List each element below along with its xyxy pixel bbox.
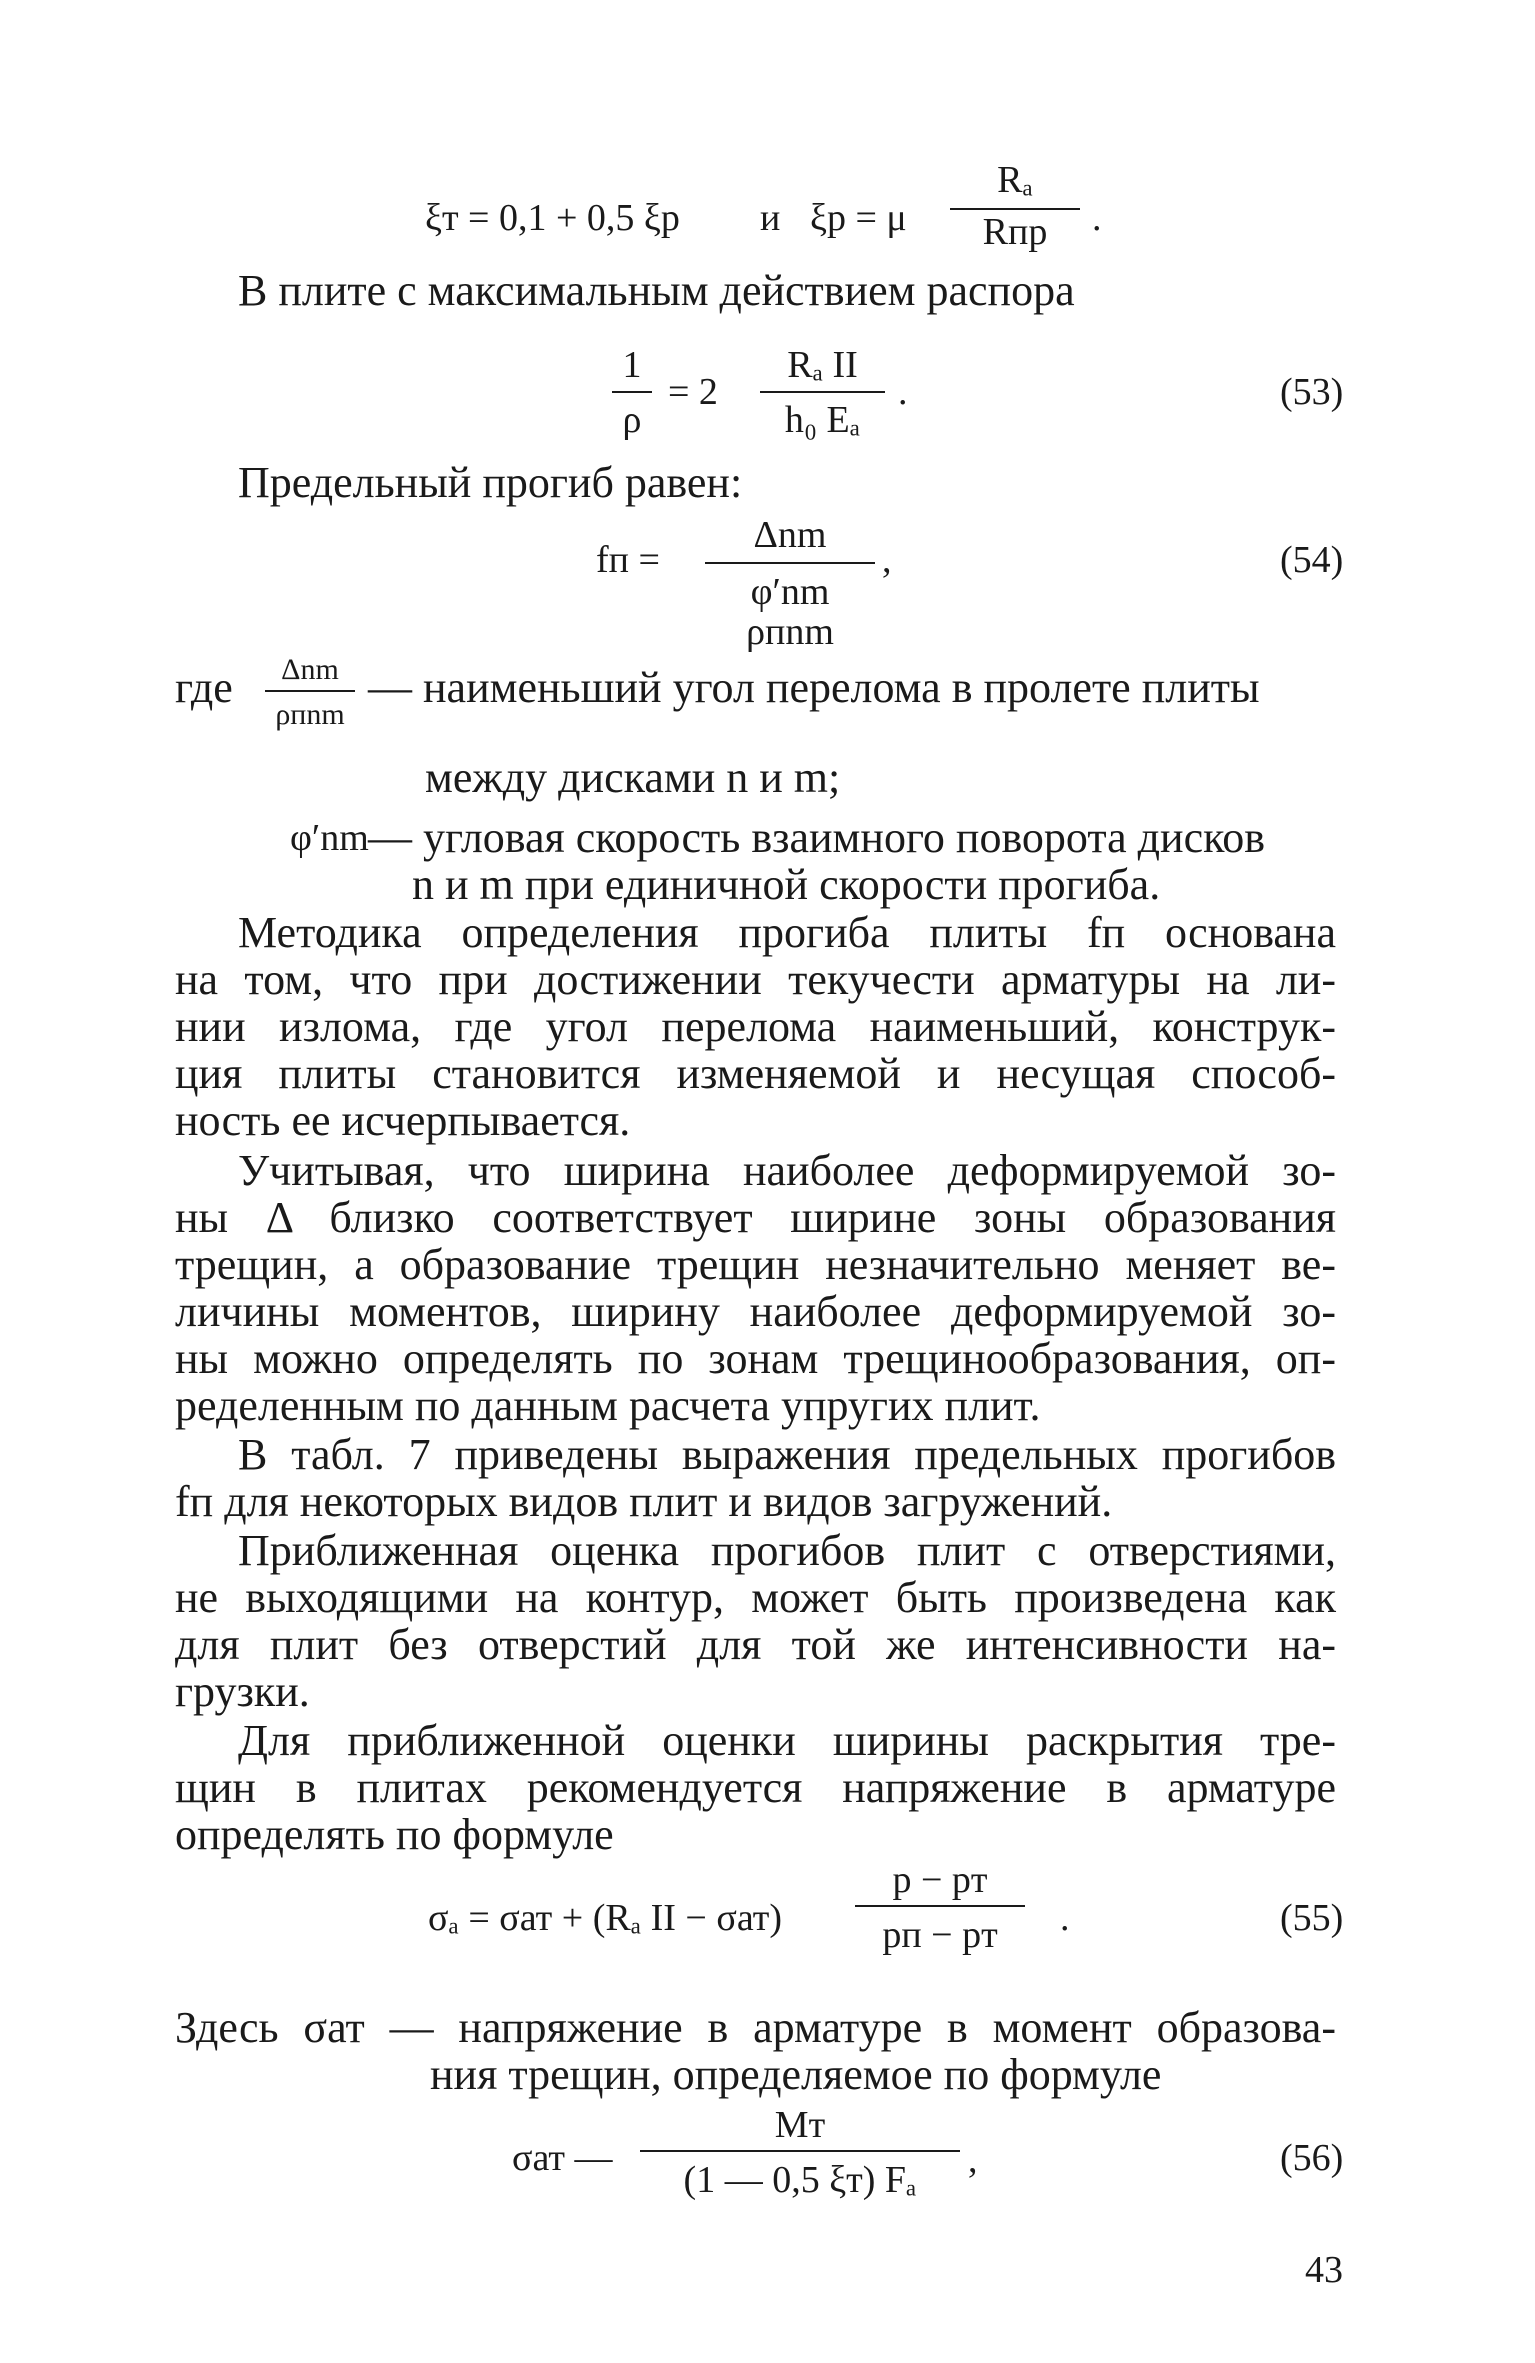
eq54-numerator: Δnm bbox=[753, 514, 827, 556]
page-number: 43 bbox=[1305, 2249, 1343, 2291]
paragraph-width-line-2: ны Δ близко соответствует ширине зоны образования bbox=[175, 1193, 1336, 1242]
eq54-denominator: φ′nm ρпnm bbox=[746, 571, 834, 653]
eq55-lhs: σₐ = σат + (Rₐ II − σат) bbox=[428, 1897, 782, 1939]
eq53-bar-right bbox=[760, 391, 885, 393]
eq55-denominator: pп − pт bbox=[882, 1914, 998, 1956]
eq54-lhs: fп = bbox=[596, 539, 660, 581]
paragraph-table-line-1: В табл. 7 приведены выражения предельных прогибов bbox=[238, 1430, 1336, 1479]
eq56-fraction-bar bbox=[640, 2150, 960, 2152]
eq53-den-left: ρ bbox=[622, 399, 642, 441]
formula-xi-lhs2: ξр = μ bbox=[810, 197, 907, 239]
definition-1-line-2: между дисками n и m; bbox=[425, 753, 841, 802]
definition-2-line-2: n и m при единичной скорости прогиба. bbox=[412, 860, 1161, 909]
definition-2-line-1: — угловая скорость взаимного поворота дисков bbox=[368, 813, 1266, 862]
formula-xi-fraction-bar bbox=[950, 208, 1080, 210]
eq53-den-right: h₀ Eₐ bbox=[784, 399, 861, 441]
paragraph-width-line-4: личины моментов, ширину наиболее деформируемой зо- bbox=[175, 1287, 1336, 1336]
eq53-num-right: Rₐ II bbox=[787, 344, 858, 386]
paragraph-approx-line-4: грузки. bbox=[175, 1667, 310, 1716]
here-line-1: Здесь σат — напряжение в арматуре в момент образова- bbox=[175, 2003, 1336, 2052]
eq54-fraction-bar bbox=[705, 562, 875, 564]
eq53-mid: = 2 bbox=[668, 371, 718, 413]
eq55-end: . bbox=[1060, 1897, 1070, 1939]
eq53-end: . bbox=[898, 371, 908, 413]
paragraph-method-line-5: ность ее исчерпывается. bbox=[175, 1096, 631, 1145]
here-line-2: ния трещин, определяемое по формуле bbox=[430, 2050, 1162, 2099]
eq56-end: , bbox=[968, 2139, 978, 2181]
paragraph-crack-line-1: Для приближенной оценки ширины раскрытия тре- bbox=[238, 1716, 1336, 1765]
eq53-num-left: 1 bbox=[622, 344, 642, 386]
paragraph-width-line-6: ределенным по данным расчета упругих плит. bbox=[175, 1381, 1041, 1430]
where-frac-numerator: Δnm bbox=[281, 653, 339, 686]
paragraph-plate-thrust: В плите с максимальным действием распора bbox=[238, 266, 1075, 315]
paragraph-crack-line-3: определять по формуле bbox=[175, 1810, 614, 1859]
paragraph-method-line-3: нии излома, где угол перелома наименьший, конструк- bbox=[175, 1002, 1336, 1051]
paragraph-approx-line-2: не выходящими на контур, может быть произведена как bbox=[175, 1573, 1336, 1622]
paragraph-approx-line-1: Приближенная оценка прогибов плит с отверстиями, bbox=[238, 1526, 1336, 1575]
paragraph-width-line-1: Учитывая, что ширина наиболее деформируемой зо- bbox=[238, 1146, 1336, 1195]
definition-2-symbol: φ′nm bbox=[290, 817, 369, 859]
paragraph-crack-line-2: щин в плитах рекомендуется напряжение в арматуре bbox=[175, 1763, 1336, 1812]
where-lead: где bbox=[175, 663, 233, 712]
equation-number-54: (54) bbox=[1280, 539, 1344, 581]
paragraph-width-line-3: трещин, а образование трещин незначительно меняет ве- bbox=[175, 1240, 1336, 1289]
equation-number-53: (53) bbox=[1280, 371, 1344, 413]
formula-xi-end: . bbox=[1092, 197, 1102, 239]
paragraph-method-line-1: Методика определения прогиба плиты fп основана bbox=[238, 908, 1336, 957]
paragraph-width-line-5: ны можно определять по зонам трещинообразования, оп- bbox=[175, 1334, 1336, 1383]
eq55-numerator: p − pт bbox=[892, 1859, 988, 1901]
equation-number-56: (56) bbox=[1280, 2137, 1344, 2179]
formula-xi-numerator: Rₐ bbox=[997, 159, 1033, 201]
eq54-end: , bbox=[882, 539, 892, 581]
formula-xi-denominator: Rпр bbox=[982, 211, 1048, 253]
eq56-numerator: Mт bbox=[774, 2104, 826, 2146]
eq53-bar-left bbox=[612, 391, 652, 393]
where-frac-denominator: ρпnm bbox=[275, 698, 345, 731]
formula-xi-lhs: ξт = 0,1 + 0,5 ξр bbox=[425, 197, 680, 239]
formula-xi-conj: и bbox=[760, 197, 781, 239]
paragraph-method-line-2: на том, что при достижении текучести арматуры на ли- bbox=[175, 955, 1336, 1004]
paragraph-table-line-2: fп для некоторых видов плит и видов загружений. bbox=[175, 1477, 1113, 1526]
paragraph-limit-deflection: Предельный прогиб равен: bbox=[238, 458, 743, 507]
definition-1-line-1: — наименьший угол перелома в пролете плиты bbox=[368, 663, 1260, 712]
eq56-denominator: (1 — 0,5 ξт) Fₐ bbox=[683, 2159, 917, 2201]
paragraph-approx-line-3: для плит без отверстий для той же интенсивности на- bbox=[175, 1620, 1336, 1669]
eq56-lhs: σат — bbox=[512, 2137, 613, 2179]
paragraph-method-line-4: ция плиты становится изменяемой и несущая способ- bbox=[175, 1049, 1336, 1098]
equation-number-55: (55) bbox=[1280, 1897, 1344, 1939]
where-frac-bar bbox=[265, 690, 355, 692]
eq55-fraction-bar bbox=[855, 1905, 1025, 1907]
